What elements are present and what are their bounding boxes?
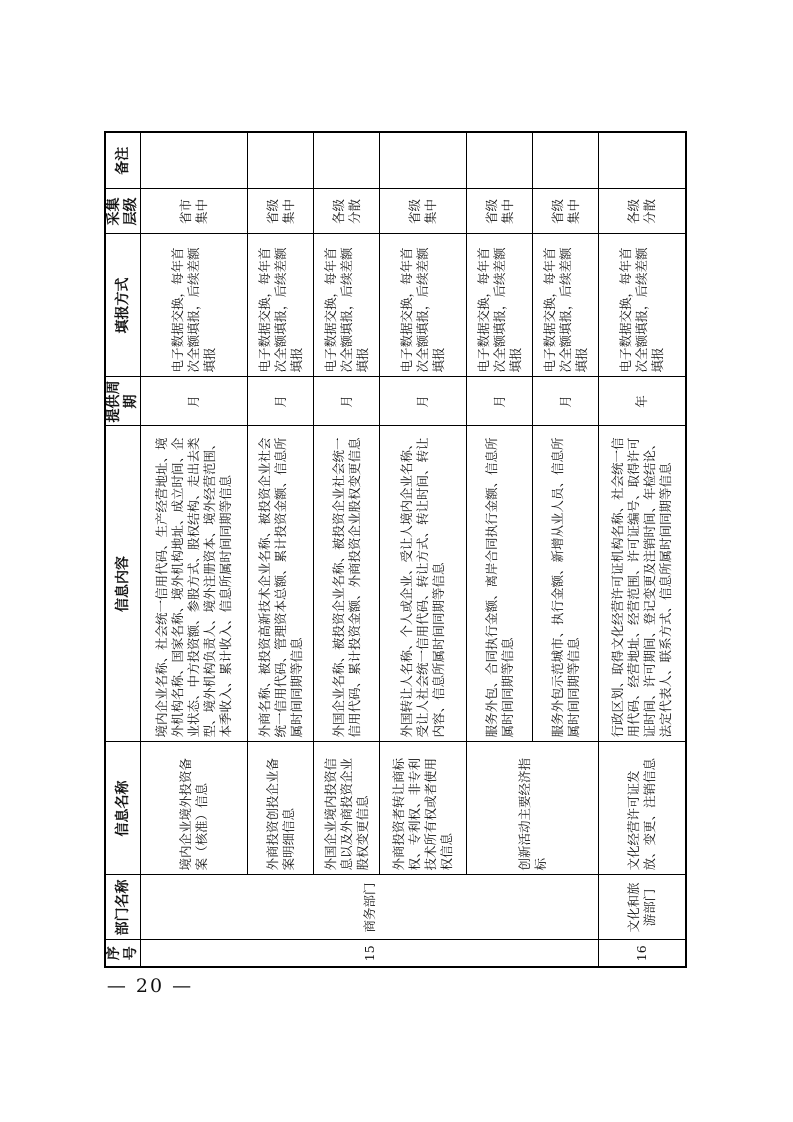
header-seq: 序号	[105, 940, 141, 967]
table-row	[467, 132, 533, 967]
information-table	[104, 131, 687, 968]
period-cell: 月	[533, 377, 599, 426]
level-cell: 省级集中	[248, 189, 314, 234]
info-name-cell: 外国企业境内投资信息以及外商投资企业股权变更信息	[314, 742, 380, 875]
method-cell: 电子数据交换，每年首次全额填报，后续差额填报	[467, 234, 533, 377]
table-row	[599, 132, 686, 967]
info-name-cell: 外商投资者转让商标权、专利权、非专利技术所有权或者使用权信息	[380, 742, 467, 875]
content-cell: 服务外包示范城市、执行金额、新增从业人员、信息所属时间同期等信息	[533, 426, 599, 742]
period-cell: 月	[380, 377, 467, 426]
rotated-table-frame	[104, 133, 687, 968]
period-cell: 年	[599, 377, 686, 426]
level-cell: 省级集中	[533, 189, 599, 234]
period-cell: 月	[141, 377, 248, 426]
content-cell: 服务外包、合同执行金额、离岸合同执行金额、信息所属时间同期等信息	[467, 426, 533, 742]
method-cell: 电子数据交换，每年首次全额填报，后续差额填报	[248, 234, 314, 377]
table-row	[380, 132, 467, 967]
content-cell: 行政区划、取得文化经营许可证机构名称、社会统一信用代码、经营地址、经营范围、许可证编号、取得许可证时间、许可期间、登记变更及注销时间、年检结论、法定代表人、联系方式、信息所属时间同期等信息	[599, 426, 686, 742]
note-cell	[533, 132, 599, 189]
content-cell: 外商名称、被投资高新技术企业名称、被投资企业社会统一信用代码、管理资本总额、累计投资金额、信息所属时间同期等信息	[248, 426, 314, 742]
level-cell: 省级集中	[380, 189, 467, 234]
dept-cell: 商务部门	[141, 875, 599, 940]
level-cell: 省级集中	[467, 189, 533, 234]
header-content: 信息内容	[105, 426, 141, 742]
header-dept: 部门名称	[105, 875, 141, 940]
header-period: 提供周期	[105, 377, 141, 426]
note-cell	[380, 132, 467, 189]
note-cell	[314, 132, 380, 189]
level-cell: 各级分散	[599, 189, 686, 234]
note-cell	[141, 132, 248, 189]
header-level: 采集层级	[105, 189, 141, 234]
content-cell: 外国转让人名称、个人或企业、受让人境内企业名称、受让人社会统一信用代码、转让方式、转让时间、转让内容、信息所属时间同期等信息	[380, 426, 467, 742]
info-name-cell: 外商投资创投企业备案明细信息	[248, 742, 314, 875]
note-cell	[248, 132, 314, 189]
table-row	[248, 132, 314, 967]
header-method: 填报方式	[105, 234, 141, 377]
period-cell: 月	[467, 377, 533, 426]
note-cell	[599, 132, 686, 189]
header-note: 备注	[105, 132, 141, 189]
table-row	[141, 132, 248, 967]
level-cell: 省市集中	[141, 189, 248, 234]
seq-cell: 15	[141, 940, 599, 967]
dept-cell: 文化和旅游部门	[599, 875, 686, 940]
method-cell: 电子数据交换，每年首次全额填报，后续差额填报	[533, 234, 599, 377]
method-cell: 电子数据交换，每年首次全额填报，后续差额填报	[141, 234, 248, 377]
content-cell: 外国企业名称、被投资企业名称、被投资企业社会统一信用代码、累计投资金额、外商投资企业股权变更信息	[314, 426, 380, 742]
header-info-name: 信息名称	[105, 742, 141, 875]
method-cell: 电子数据交换，每年首次全额填报，后续差额填报	[380, 234, 467, 377]
method-cell: 电子数据交换，每年首次全额填报，后续差额填报	[314, 234, 380, 377]
note-cell	[467, 132, 533, 189]
info-name-cell: 创新活动主要经济指标	[467, 742, 599, 875]
method-cell: 电子数据交换，每年首次全额填报，后续差额填报	[599, 234, 686, 377]
page-number: — 20 —	[106, 975, 194, 997]
period-cell: 月	[248, 377, 314, 426]
header-row	[105, 132, 141, 967]
info-name-cell: 境内企业境外投资备案（核准）信息	[141, 742, 248, 875]
table-container	[104, 133, 687, 968]
period-cell: 月	[314, 377, 380, 426]
seq-cell: 16	[599, 940, 686, 967]
info-name-cell: 文化经营许可证发放、变更、注销信息	[599, 742, 686, 875]
content-cell: 境内企业名称、社会统一信用代码、生产经营地址、境外机构名称、国家名称、境外机构地址、成立时间、企业状态、中方投资额、参股方式、股权结构、走出去类型、境外机构负责人、境外注册资本、境外经营范围、本季收入、累计收入、信息所属时间同期等信息	[141, 426, 248, 742]
level-cell: 各级分散	[314, 189, 380, 234]
table-row	[314, 132, 380, 967]
